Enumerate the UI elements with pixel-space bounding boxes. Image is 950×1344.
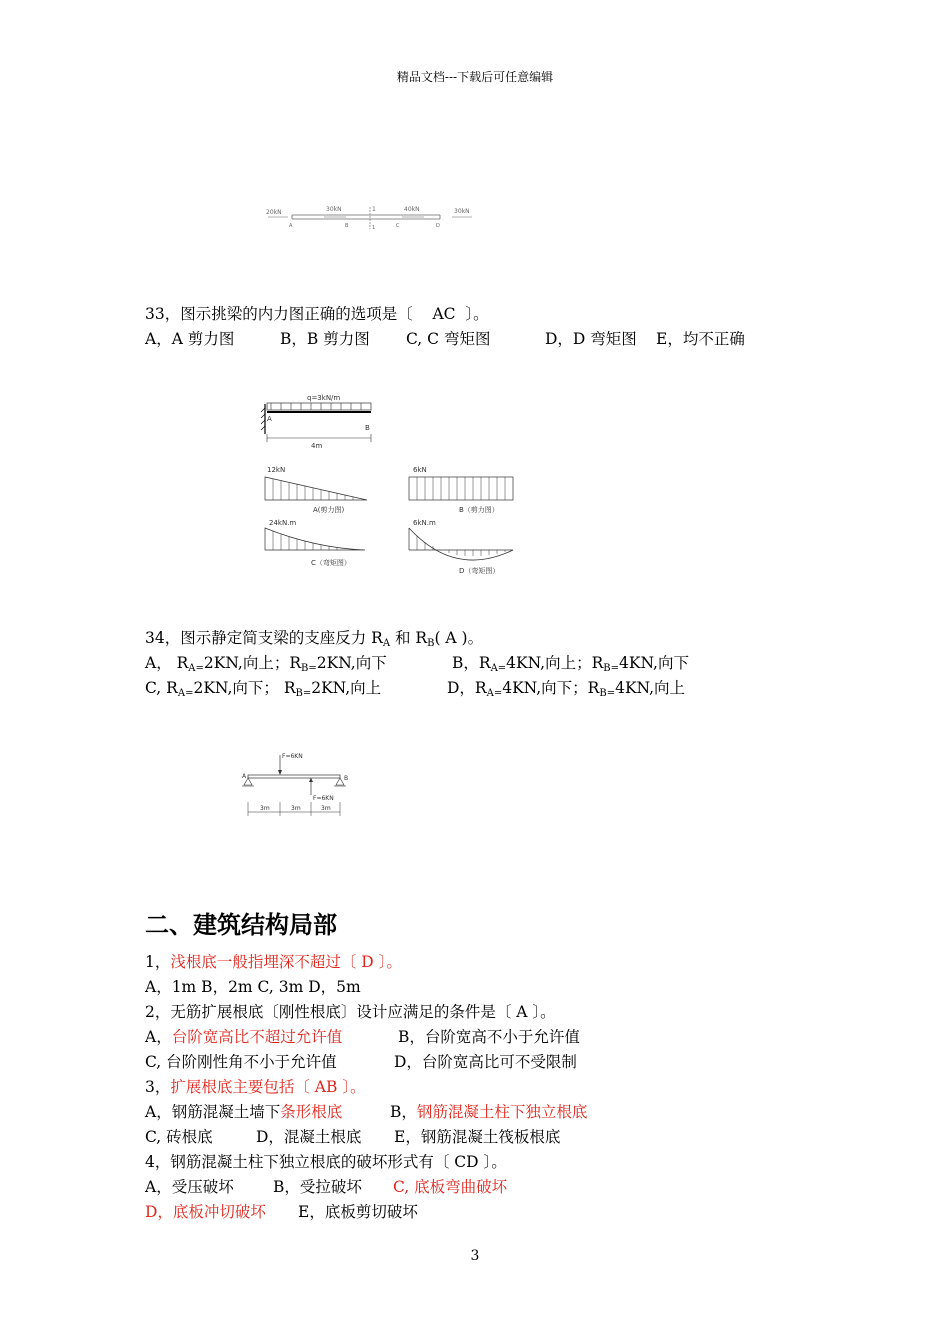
point-b-label: B bbox=[345, 223, 349, 229]
q2-stem: 2，无筋扩展根底〔刚性根底〕设计应满足的条件是〔 A 〕。 bbox=[145, 1003, 556, 1021]
beam-point-a: A bbox=[267, 415, 272, 423]
force-a-label: 20kN bbox=[266, 209, 282, 216]
q34-stem: 34，图示静定简支梁的支座反力 $R_A$ 和 $R_B$( A )。 bbox=[145, 629, 484, 649]
b-caption: B（剪力图） bbox=[459, 506, 499, 514]
force-b-label: 30kN bbox=[326, 206, 342, 213]
page-header: 精品文档---下载后可任意编辑 bbox=[396, 70, 554, 84]
q33-opt-c: C, C 弯矩图 bbox=[406, 330, 491, 348]
page-number: 3 bbox=[470, 1248, 480, 1264]
q34-opt-b: B，$R_{A=}4KN$,向上；$R_{B=}4KN$,向下 bbox=[452, 654, 689, 674]
axial-bar-figure bbox=[262, 202, 477, 232]
section-bottom-label: 1 bbox=[372, 225, 376, 231]
c-value-label: 24kN.m bbox=[269, 519, 297, 527]
q4-opt-e: E，底板剪切破坏 bbox=[298, 1203, 418, 1221]
q2-opt-c: C, 台阶刚性角不小于允许值 bbox=[145, 1053, 337, 1071]
force-top-label: F=6KN bbox=[282, 753, 303, 760]
simple-beam-figure bbox=[238, 750, 356, 820]
point-d-label: D bbox=[436, 223, 440, 229]
section-title: 二、建筑结构局部 bbox=[145, 911, 337, 939]
load-label: q=3kN/m bbox=[307, 394, 341, 402]
q4-opt-b: B，受拉破坏 bbox=[273, 1178, 362, 1196]
q33-stem: 33，图示挑梁的内力图正确的选项是〔 AC 〕。 bbox=[145, 305, 489, 323]
support-b-label: B bbox=[344, 775, 349, 782]
q3-opt-e: E，钢筋混凝土筏板根底 bbox=[394, 1128, 561, 1146]
q3-opt-d: D，混凝土根底 bbox=[256, 1128, 362, 1146]
point-c-label: C bbox=[396, 223, 400, 229]
q4-opt-d: D，底板冲切破坏 bbox=[145, 1203, 266, 1221]
a-value-label: 12kN bbox=[267, 466, 286, 474]
q33-answer: AC bbox=[432, 305, 456, 323]
a-caption: A(剪力图) bbox=[313, 506, 345, 514]
q4-stem: 4，钢筋混凝土柱下独立根底的破坏形式有〔 CD 〕。 bbox=[145, 1153, 507, 1171]
q33-opt-a: A，A 剪力图 bbox=[145, 330, 235, 348]
beam-point-b: B bbox=[365, 424, 370, 432]
q2-opt-d: D，台阶宽高比可不受限制 bbox=[394, 1053, 577, 1071]
force-d-label: 30kN bbox=[454, 208, 470, 215]
q4-opt-a: A，受压破坏 bbox=[145, 1178, 234, 1196]
q2-opt-b: B，台阶宽高不小于允许值 bbox=[398, 1028, 580, 1046]
d-value-label: 6kN.m bbox=[413, 519, 436, 527]
q34-opt-a: A， $R_{A=}2KN$,向上；$R_{B=}2KN$,向下 bbox=[145, 654, 387, 674]
q1-options: A，1m B，2m C, 3m D，5m bbox=[145, 978, 361, 996]
cantilever-diagrams-figure bbox=[255, 390, 525, 580]
point-a-label: A bbox=[289, 223, 293, 229]
q3-opt-a: A，钢筋混凝土墙下条形根底 bbox=[145, 1103, 343, 1121]
span-3-label: 3m bbox=[321, 805, 331, 812]
section-top-label: 1 bbox=[372, 206, 376, 213]
b-value-label: 6kN bbox=[413, 466, 427, 474]
q33-opt-e: E，均不正确 bbox=[656, 330, 745, 348]
span-2-label: 3m bbox=[291, 805, 301, 812]
span-label: 4m bbox=[311, 442, 323, 450]
q1-stem: 1，浅根底一般指埋深不超过〔 D 〕。 bbox=[145, 953, 402, 971]
q3-stem: 3，扩展根底主要包括〔 AB 〕。 bbox=[145, 1078, 366, 1096]
d-caption: D（弯矩图） bbox=[459, 567, 500, 575]
span-1-label: 3m bbox=[260, 805, 270, 812]
q33-opt-b: B，B 剪力图 bbox=[280, 330, 370, 348]
support-a-label: A bbox=[242, 773, 247, 780]
q34-opt-c: C, $R_{A=}2KN$,向下； $R_{B=}2KN$,向上 bbox=[145, 679, 382, 699]
q2-opt-a: A，台阶宽高比不超过允许值 bbox=[145, 1028, 343, 1046]
q34-opt-d: D，$R_{A=}4KN$,向下；$R_{B=}4KN$,向上 bbox=[447, 679, 686, 699]
c-caption: C（弯矩图） bbox=[311, 559, 351, 567]
q4-opt-c: C, 底板弯曲破坏 bbox=[393, 1178, 508, 1196]
q3-opt-c: C, 砖根底 bbox=[145, 1128, 213, 1146]
q3-opt-b: B，钢筋混凝土柱下独立根底 bbox=[390, 1103, 588, 1121]
force-c-label: 40kN bbox=[404, 206, 420, 213]
q33-opt-d: D，D 弯矩图 bbox=[545, 330, 637, 348]
force-bottom-label: F=6KN bbox=[313, 795, 334, 802]
